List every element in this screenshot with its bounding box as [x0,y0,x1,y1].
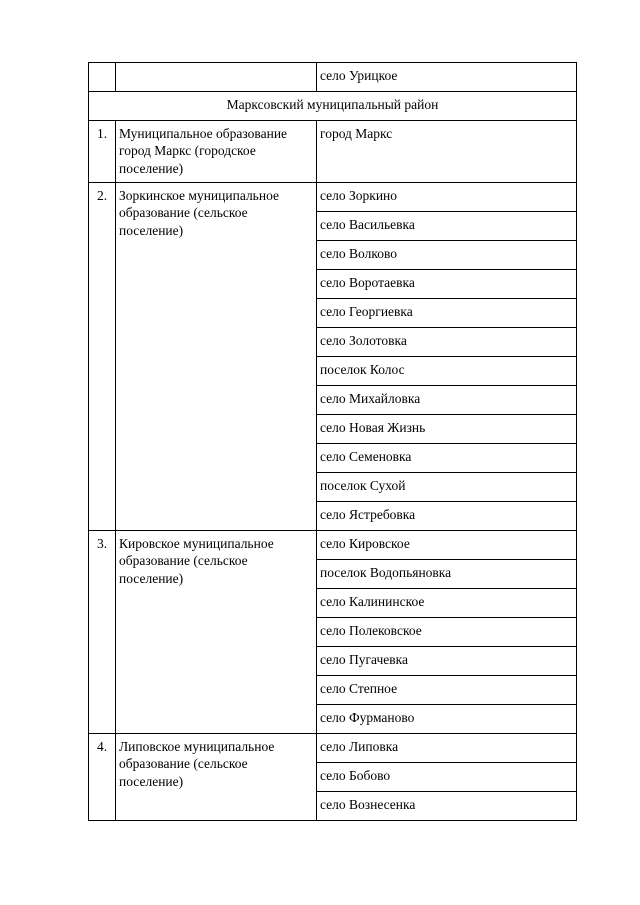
settlement-cell: село Васильевка [317,212,577,241]
table-body [89,63,577,821]
settlement-cell: село Золотовка [317,328,577,357]
settlement-cell: село Ястребовка [317,502,577,531]
municipality-name [116,63,317,92]
district-header: Марксовский муниципальный район [89,92,577,121]
settlement-cell: село Бобово [317,763,577,792]
table-row [89,183,577,212]
municipality-name: Липовское муниципальное образование (сельское поселение) [116,734,317,821]
settlement-cell: село Воротаевка [317,270,577,299]
settlement-cell: село Новая Жизнь [317,415,577,444]
row-number: 3. [89,531,116,734]
table-row [89,734,577,763]
settlement-cell: село Волково [317,241,577,270]
settlement-cell: поселок Сухой [317,473,577,502]
settlements-table [88,62,577,821]
settlement-cell: село Пугачевка [317,647,577,676]
continued-row [89,63,577,92]
district-header-row [89,92,577,121]
settlement-cell: село Георгиевка [317,299,577,328]
settlement-cell: село Калининское [317,589,577,618]
table-row [89,121,577,183]
settlement-cell: село Урицкое [317,63,577,92]
settlement-cell: село Фурманово [317,705,577,734]
table-row [89,531,577,560]
settlement-cell: село Вознесенка [317,792,577,821]
settlement-cell: село Семеновка [317,444,577,473]
settlement-cell: село Степное [317,676,577,705]
settlement-cell: село Полековское [317,618,577,647]
settlement-cell: поселок Колос [317,357,577,386]
settlement-cell: село Липовка [317,734,577,763]
settlement-cell: село Зоркино [317,183,577,212]
settlement-cell: село Михайловка [317,386,577,415]
settlement-cell: село Кировское [317,531,577,560]
municipality-name: Зоркинское муниципальное образование (сельское поселение) [116,183,317,531]
row-number [89,63,116,92]
row-number: 1. [89,121,116,183]
row-number: 4. [89,734,116,821]
municipality-name: Муниципальное образование город Маркс (городское поселение) [116,121,317,183]
settlement-cell: поселок Водопьяновка [317,560,577,589]
municipality-name: Кировское муниципальное образование (сельское поселение) [116,531,317,734]
row-number: 2. [89,183,116,531]
settlement-cell: город Маркс [317,121,577,183]
